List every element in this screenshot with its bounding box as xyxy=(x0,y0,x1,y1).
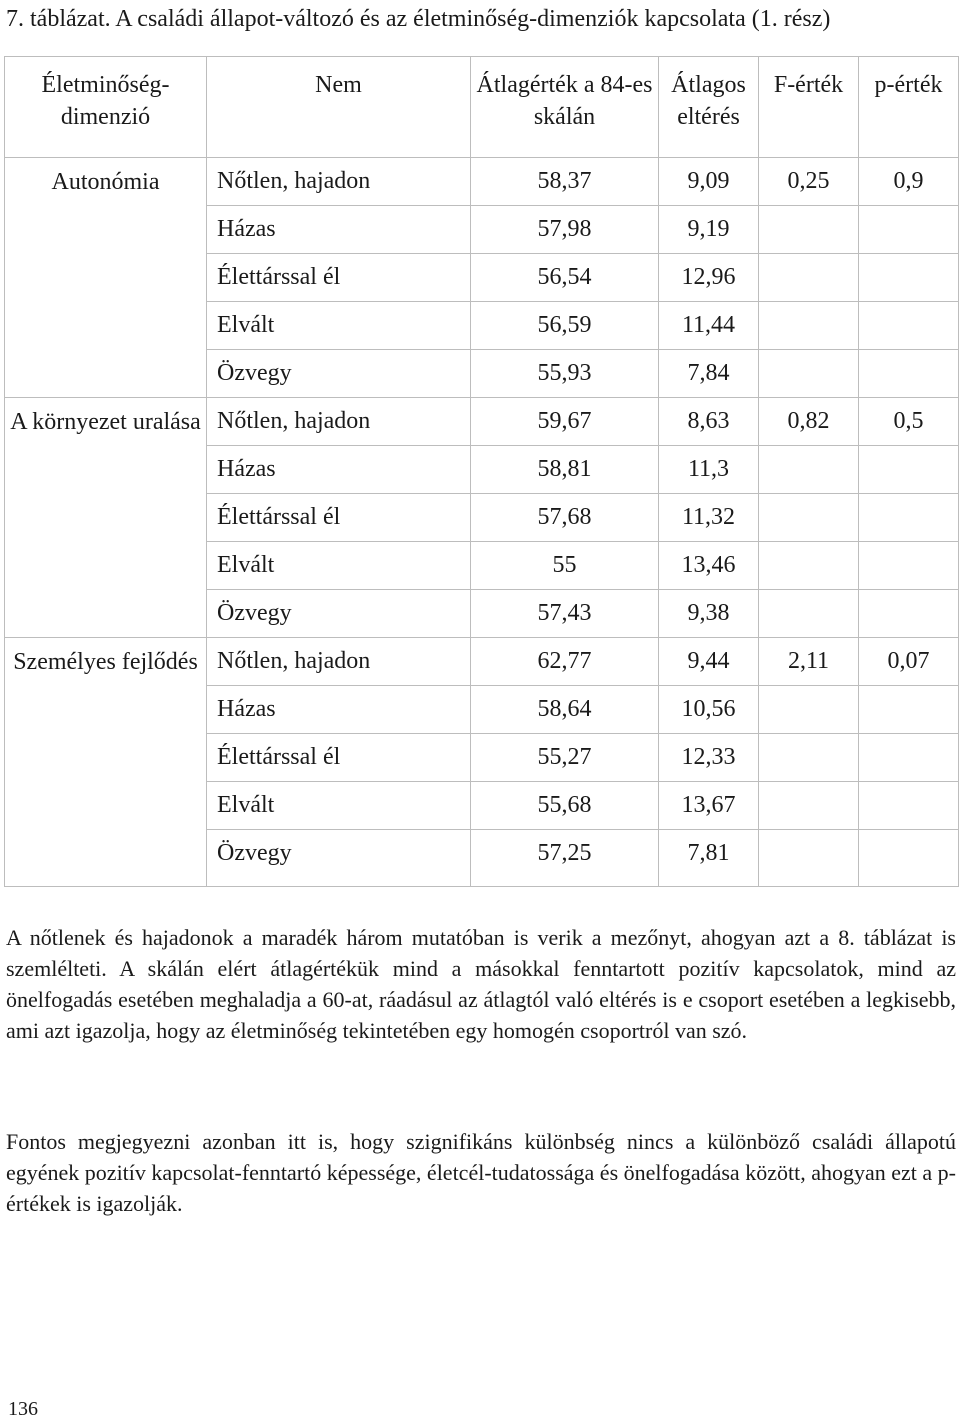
header-sd: Átlagos eltérés xyxy=(659,57,759,158)
empty-cell xyxy=(859,254,959,302)
status-cell: Házas xyxy=(207,446,471,494)
empty-cell xyxy=(859,590,959,638)
mean-cell: 57,43 xyxy=(471,590,659,638)
sd-cell: 7,81 xyxy=(659,830,759,887)
sd-cell: 9,19 xyxy=(659,206,759,254)
status-cell: Élettárssal él xyxy=(207,734,471,782)
body-paragraph: Fontos megjegyezni azonban itt is, hogy szignifikáns különbség nincs a különböző családi állapotú egyének pozitív kapcsolat-fenntartó képessége, életcél-tudatossága és önelfogadása között, ahogyan ezt a p-értékek is igazolják. xyxy=(6,1129,956,1216)
mean-cell: 55,27 xyxy=(471,734,659,782)
header-status: Nem xyxy=(207,57,471,158)
sd-cell: 9,38 xyxy=(659,590,759,638)
empty-cell xyxy=(759,254,859,302)
empty-cell xyxy=(759,494,859,542)
mean-cell: 57,68 xyxy=(471,494,659,542)
p-value-cell: 0,07 xyxy=(859,638,959,686)
status-cell: Elvált xyxy=(207,542,471,590)
mean-cell: 62,77 xyxy=(471,638,659,686)
empty-cell xyxy=(759,590,859,638)
table-row xyxy=(5,158,959,206)
sd-cell: 13,46 xyxy=(659,542,759,590)
status-cell: Nőtlen, hajadon xyxy=(207,158,471,206)
empty-cell xyxy=(859,350,959,398)
sd-cell: 11,3 xyxy=(659,446,759,494)
status-cell: Házas xyxy=(207,206,471,254)
f-value-cell: 2,11 xyxy=(759,638,859,686)
empty-cell xyxy=(859,782,959,830)
header-row xyxy=(5,57,959,158)
mean-cell: 56,59 xyxy=(471,302,659,350)
table-row xyxy=(5,398,959,446)
status-cell: Özvegy xyxy=(207,830,471,887)
empty-cell xyxy=(759,350,859,398)
empty-cell xyxy=(859,734,959,782)
sd-cell: 9,09 xyxy=(659,158,759,206)
empty-cell xyxy=(759,734,859,782)
sd-cell: 12,33 xyxy=(659,734,759,782)
body-paragraph: A nőtlenek és hajadonok a maradék három mutatóban is verik a mezőnyt, ahogyan azt a 8. táblázat is szemlélteti. A skálán elért átlagértékük mind a másokkal fenntartott pozitív kapcsolatok, mind az önelfogadás esetében meghaladja a 60-at, ráadásul az átlagtól való eltérés is e csoport esetében a legkisebb, ami azt igazolja, hogy az életminőség tekintetében egy homogén csoportról van szó. xyxy=(6,925,956,1043)
sd-cell: 8,63 xyxy=(659,398,759,446)
mean-cell: 55 xyxy=(471,542,659,590)
header-dimension: Életminőség-dimenzió xyxy=(5,57,207,158)
sd-cell: 12,96 xyxy=(659,254,759,302)
p-value-cell: 0,9 xyxy=(859,158,959,206)
header-p: p-érték xyxy=(859,57,959,158)
status-cell: Élettárssal él xyxy=(207,254,471,302)
status-cell: Özvegy xyxy=(207,590,471,638)
status-cell: Elvált xyxy=(207,302,471,350)
dimension-cell: Autonómia xyxy=(5,158,207,398)
empty-cell xyxy=(759,302,859,350)
dimension-cell: Személyes fejlődés xyxy=(5,638,207,887)
status-cell: Élettárssal él xyxy=(207,494,471,542)
f-value-cell: 0,25 xyxy=(759,158,859,206)
mean-cell: 57,25 xyxy=(471,830,659,887)
empty-cell xyxy=(859,494,959,542)
sd-cell: 10,56 xyxy=(659,686,759,734)
empty-cell xyxy=(859,542,959,590)
status-cell: Nőtlen, hajadon xyxy=(207,638,471,686)
mean-cell: 56,54 xyxy=(471,254,659,302)
sd-cell: 13,67 xyxy=(659,782,759,830)
sd-cell: 7,84 xyxy=(659,350,759,398)
empty-cell xyxy=(759,686,859,734)
empty-cell xyxy=(859,206,959,254)
f-value-cell: 0,82 xyxy=(759,398,859,446)
sd-cell: 11,32 xyxy=(659,494,759,542)
empty-cell xyxy=(759,446,859,494)
mean-cell: 58,37 xyxy=(471,158,659,206)
header-mean: Átlagérték a 84-es skálán xyxy=(471,57,659,158)
status-cell: Házas xyxy=(207,686,471,734)
mean-cell: 58,81 xyxy=(471,446,659,494)
sd-cell: 9,44 xyxy=(659,638,759,686)
empty-cell xyxy=(759,206,859,254)
mean-cell: 57,98 xyxy=(471,206,659,254)
mean-cell: 55,68 xyxy=(471,782,659,830)
empty-cell xyxy=(859,686,959,734)
dimension-cell: A környezet uralása xyxy=(5,398,207,638)
status-cell: Özvegy xyxy=(207,350,471,398)
p-value-cell: 0,5 xyxy=(859,398,959,446)
table-caption: 7. táblázat. A családi állapot-változó és az életminőség-dimenziók kapcsolata (1. rész) xyxy=(6,6,831,32)
mean-cell: 55,93 xyxy=(471,350,659,398)
empty-cell xyxy=(859,302,959,350)
empty-cell xyxy=(759,830,859,887)
empty-cell xyxy=(759,782,859,830)
status-cell: Nőtlen, hajadon xyxy=(207,398,471,446)
empty-cell xyxy=(859,446,959,494)
page-number: 136 xyxy=(8,1398,38,1420)
status-cell: Elvált xyxy=(207,782,471,830)
sd-cell: 11,44 xyxy=(659,302,759,350)
empty-cell xyxy=(859,830,959,887)
mean-cell: 59,67 xyxy=(471,398,659,446)
mean-cell: 58,64 xyxy=(471,686,659,734)
marital-status-table xyxy=(4,56,959,887)
empty-cell xyxy=(759,542,859,590)
header-f: F-érték xyxy=(759,57,859,158)
table-row xyxy=(5,638,959,686)
